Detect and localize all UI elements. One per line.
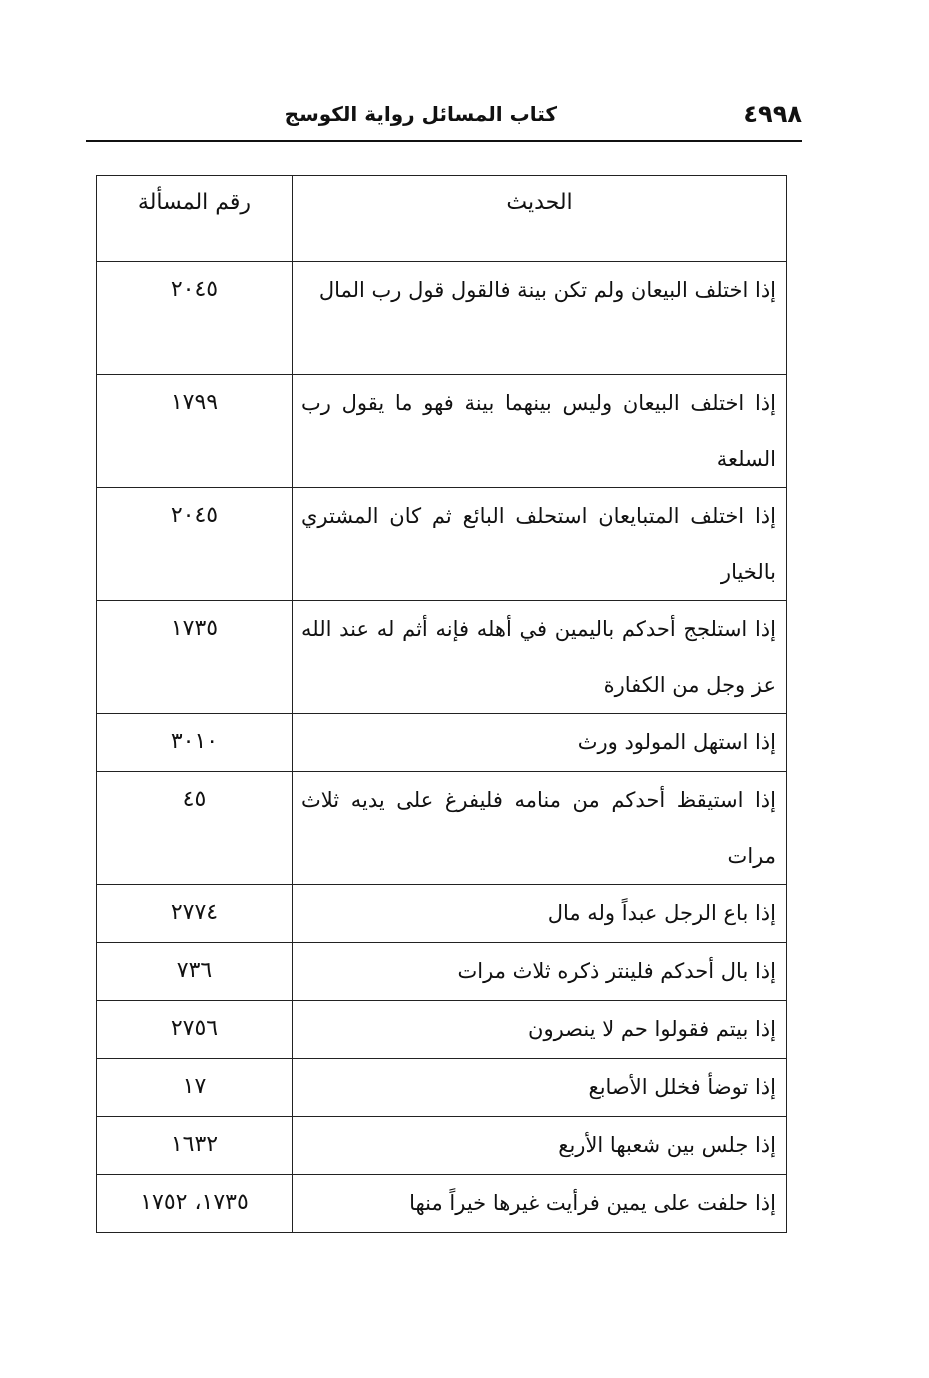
issue-number: ١٧٣٥، ١٧٥٢ <box>97 1175 293 1233</box>
issue-number: ٧٣٦ <box>97 943 293 1001</box>
hadith-text: إذا اختلف المتبايعان استحلف البائع ثم كان المشتري بالخيار <box>293 488 787 601</box>
table-row <box>97 601 787 714</box>
issue-number: ٢٠٤٥ <box>97 262 293 375</box>
hadith-text: إذا اختلف البيعان وليس بينهما بينة فهو ما يقول رب السلعة <box>293 375 787 488</box>
header-hadith: الحديث <box>293 176 787 262</box>
hadith-text: إذا بيتم فقولوا حم لا ينصرون <box>293 1001 787 1059</box>
issue-number: ٤٥ <box>97 772 293 885</box>
table-row <box>97 772 787 885</box>
issue-number: ٢٧٧٤ <box>97 885 293 943</box>
hadith-text: إذا باع الرجل عبداً وله مال <box>293 885 787 943</box>
hadith-text: إذا جلس بين شعبها الأربع <box>293 1117 787 1175</box>
issue-number: ٢٧٥٦ <box>97 1001 293 1059</box>
hadith-text: إذا استلجج أحدكم باليمين في أهله فإنه أثم له عند الله عز وجل من الكفارة <box>293 601 787 714</box>
table-row <box>97 1117 787 1175</box>
table-row <box>97 714 787 772</box>
table-row <box>97 885 787 943</box>
hadith-text: إذا اختلف البيعان ولم تكن بينة فالقول قول رب المال <box>293 262 787 375</box>
table-row <box>97 488 787 601</box>
table-row <box>97 1175 787 1233</box>
hadith-text: إذا حلفت على يمين فرأيت غيرها خيراً منها <box>293 1175 787 1233</box>
hadith-text: إذا توضأ فخلل الأصابع <box>293 1059 787 1117</box>
table-row <box>97 262 787 375</box>
hadith-index-table <box>96 175 787 1233</box>
table-row <box>97 1059 787 1117</box>
issue-number: ١٦٣٢ <box>97 1117 293 1175</box>
table-row <box>97 943 787 1001</box>
hadith-text: إذا استيقظ أحدكم من منامه فليفرغ على يديه ثلاث مرات <box>293 772 787 885</box>
hadith-text: إذا استهل المولود ورث <box>293 714 787 772</box>
header-issue-number: رقم المسألة <box>97 176 293 262</box>
table-row <box>97 1001 787 1059</box>
issue-number: ١٧ <box>97 1059 293 1117</box>
page-number: ٤٩٩٨ <box>743 100 802 128</box>
issue-number: ١٧٩٩ <box>97 375 293 488</box>
issue-number: ١٧٣٥ <box>97 601 293 714</box>
page-header <box>86 96 802 142</box>
issue-number: ٢٠٤٥ <box>97 488 293 601</box>
hadith-text: إذا بال أحدكم فلينتر ذكره ثلاث مرات <box>293 943 787 1001</box>
table-row <box>97 375 787 488</box>
running-title: كتاب المسائل رواية الكوسج <box>284 102 557 126</box>
issue-number: ٣٠١٠ <box>97 714 293 772</box>
table-header-row <box>97 176 787 262</box>
